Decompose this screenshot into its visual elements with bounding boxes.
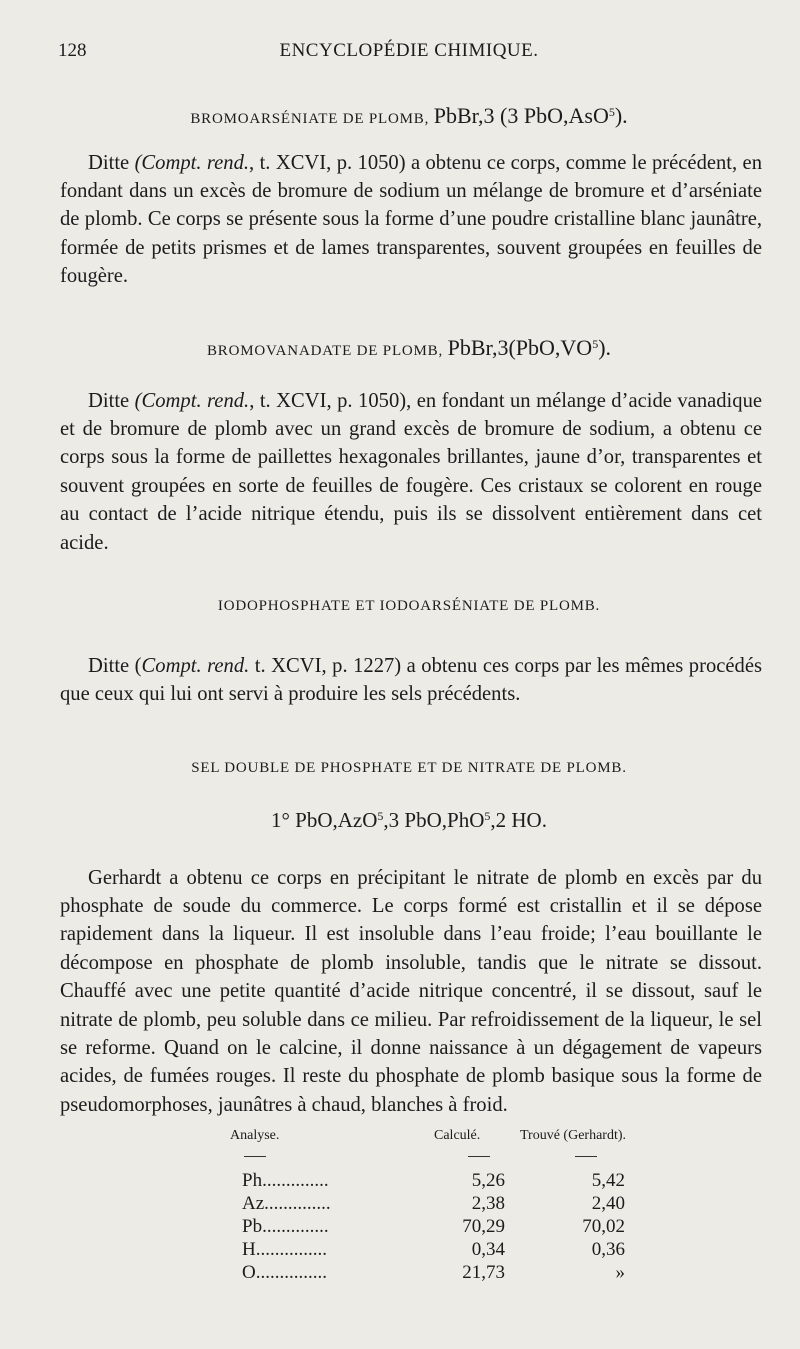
formula-sel-double: 1° PbO,AzO$^5$,3 PbO,PhO$^5$,2 HO. xyxy=(271,808,547,832)
table-row xyxy=(230,1193,650,1216)
cell-element: O............... xyxy=(242,1262,327,1283)
cell-trouve: 0,36 xyxy=(591,1239,625,1260)
cell-calcule: 5,26 xyxy=(471,1170,505,1191)
cell-calcule: 21,73 xyxy=(462,1262,505,1283)
page-number: 128 xyxy=(58,40,87,61)
col-analyse: Analyse. xyxy=(230,1128,280,1143)
cell-element: Pb.............. xyxy=(242,1216,329,1237)
col-trouve: Trouvé (Gerhardt). xyxy=(520,1128,627,1143)
table-header xyxy=(230,1128,650,1154)
cell-element: H............... xyxy=(242,1239,327,1260)
cell-trouve: 70,02 xyxy=(582,1216,625,1237)
page-header xyxy=(58,40,760,66)
section-heading-bromovanadate: BROMOVANADATE DE PLOMB, $PbBr,3(PbO,VO^5)$. xyxy=(206,335,612,360)
table-row xyxy=(230,1170,650,1193)
running-title: ENCYCLOPÉDIE CHIMIQUE. xyxy=(279,40,539,61)
paragraph-sel-double: Gerhardt a obtenu ce corps en précipitant le nitrate de plomb en excès par du phosphate de soude du commerce. Le corps formé est cristallin et il se dépose rapidement dans la liqueur. Il est insoluble dans l’eau froide; l’eau bouillante le décompose en phosphate de plomb insoluble, tandis que le nitrate se dissout. Chauffé avec une petite quantité d’acide nitrique concentré, il se dissout, sauf le nitrate de plomb, peu soluble dans ce milieu. Par refroidissement de la liqueur, le sel se reforme. Quand on le calcine, il donne naissance à un dégagement de vapeurs acides, de fumées rouges. Il reste du phosphate de plomb basique sous la forme de pseudomorphoses, jaunâtres à chaud, blanches à froid. xyxy=(60,866,762,1116)
section-heading-sel-double: SEL DOUBLE DE PHOSPHATE ET DE NITRATE DE PLOMB. xyxy=(191,760,627,776)
cell-trouve: 2,40 xyxy=(591,1193,625,1214)
cell-trouve: 5,42 xyxy=(591,1170,625,1191)
table-row xyxy=(230,1216,650,1239)
section-heading-bromoarseniate: BROMOARSÉNIATE DE PLOMB, PbBr,3 (3 PbO,AsO$^5$). xyxy=(190,103,628,128)
cell-calcule: 2,38 xyxy=(471,1193,505,1214)
cell-element: Az.............. xyxy=(242,1193,331,1214)
table-row xyxy=(230,1262,650,1285)
col-calcule: Calculé. xyxy=(434,1128,481,1143)
table-dashes xyxy=(230,1154,650,1170)
table-body xyxy=(230,1170,650,1285)
cell-element: Ph.............. xyxy=(242,1170,329,1191)
cell-calcule: 70,29 xyxy=(462,1216,505,1237)
section-heading-iodophosphate: IODOPHOSPHATE ET IODOARSÉNIATE DE PLOMB. xyxy=(217,598,601,614)
citation: Compt. rend. xyxy=(141,654,250,677)
cell-calcule: 0,34 xyxy=(471,1239,505,1260)
analysis-table xyxy=(230,1128,650,1285)
citation: (Compt. rend. xyxy=(134,389,250,412)
paragraph-bromovanadate: Ditte (Compt. rend., t. XCVI, p. 1050), en fondant un mélange d’acide vanadique et de bromure de plomb avec un grand excès de bromure de sodium, a obtenu ce corps sous la forme de paillettes hexagonales brillantes, jaune d’or, transparentes et souvent groupées en sorte de feuilles de fougère. Ces cristaux se colorent en rouge au contact de l’acide nitrique étendu, puis ils se dissolvent entièrement dans cet acide. xyxy=(60,389,763,554)
citation: (Compt. rend. xyxy=(134,151,250,174)
cell-trouve: » xyxy=(615,1262,625,1283)
table-row xyxy=(230,1239,650,1262)
paragraph-bromoarseniate: Ditte (Compt. rend., t. XCVI, p. 1050) a obtenu ce corps, comme le précédent, en fondant dans un excès de bromure de sodium un mélange de bromure et d’arséniate de plomb. Ce corps se présente sous la forme d’une poudre cristalline blanc jaunâtre, formée de petits prismes et de lames transparentes, souvent groupées en feuilles de fougère. xyxy=(60,151,762,288)
paragraph-iodophosphate: Ditte (Compt. rend. t. XCVI, p. 1227) a obtenu ces corps par les mêmes procédés que ceux qui lui ont servi à produire les sels précédents. xyxy=(60,654,762,705)
